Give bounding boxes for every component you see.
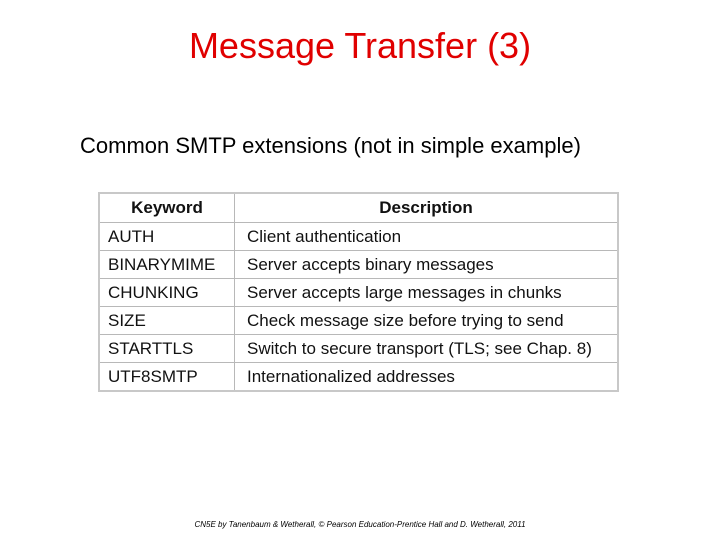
table-header-row [99, 193, 618, 223]
footer-credit: CN5E by Tanenbaum & Wetherall, © Pearson Education-Prentice Hall and D. Wetherall, 2011 [194, 520, 526, 529]
table-row [99, 223, 618, 251]
smtp-extensions-table [98, 192, 619, 392]
keyword-cell: AUTH [99, 223, 235, 251]
description-cell: Server accepts large messages in chunks [235, 279, 619, 307]
column-header-description: Description [235, 193, 619, 223]
keyword-cell: UTF8SMTP [99, 363, 235, 392]
description-cell: Switch to secure transport (TLS; see Chap. 8) [235, 335, 619, 363]
keyword-cell: CHUNKING [99, 279, 235, 307]
table-row [99, 279, 618, 307]
description-cell: Client authentication [235, 223, 619, 251]
description-cell: Server accepts binary messages [235, 251, 619, 279]
description-cell: Check message size before trying to send [235, 307, 619, 335]
table-row [99, 307, 618, 335]
keyword-cell: SIZE [99, 307, 235, 335]
keyword-cell: BINARYMIME [99, 251, 235, 279]
description-cell: Internationalized addresses [235, 363, 619, 392]
table-row [99, 363, 618, 392]
keyword-cell: STARTTLS [99, 335, 235, 363]
column-header-keyword: Keyword [99, 193, 235, 223]
slide-subtitle: Common SMTP extensions (not in simple example) [80, 133, 581, 158]
table-row [99, 251, 618, 279]
slide-title: Message Transfer (3) [188, 25, 532, 66]
table-row [99, 335, 618, 363]
